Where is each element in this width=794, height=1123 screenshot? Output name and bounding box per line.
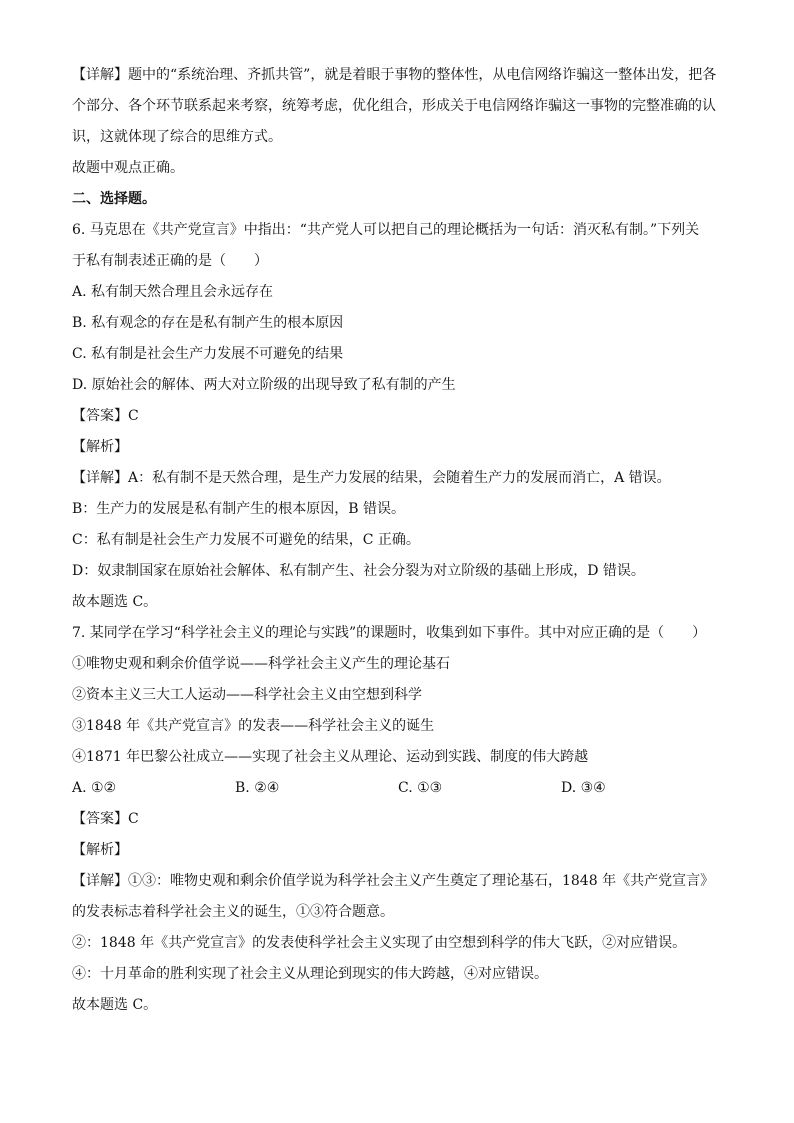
q6-analysis-label: 【解析】 (72, 439, 128, 455)
q7-item: ②资本主义三大工人运动——科学社会主义由空想到科学 (72, 687, 422, 703)
detail-line: 【详解】题中的“系统治理、齐抓共管”，就是着眼于事物的整体性，从电信网络诈骗这一整体出发，把各 (72, 67, 717, 83)
q6-option-c: C. 私有制是社会生产力发展不可避免的结果 (72, 346, 344, 362)
q6-answer: 【答案】C (72, 408, 139, 424)
q7-choice-d: D. ③④ (561, 780, 606, 796)
q6-detail-line: C：私有制是社会生产力发展不可避免的结果，C 正确。 (72, 532, 420, 548)
section-heading: 二、选择题。 (72, 191, 156, 207)
q7-choice-b: B. ②④ (235, 780, 280, 796)
q6-detail-line: 【详解】A：私有制不是天然合理，是生产力发展的结果，会随着生产力的发展而消亡，A 错误。 (72, 470, 671, 486)
detail-line: 个部分、各个环节联系起来考察，统筹考虑，优化组合，形成关于电信网络诈骗这一事物的完整准确的认 (72, 98, 716, 114)
q7-detail-line: ②：1848 年《共产党宣言》的发表使科学社会主义实现了由空想到科学的伟大飞跃，②对应错误。 (72, 935, 687, 951)
q7-answer: 【答案】C (72, 811, 139, 827)
q7-detail-line: ④：十月革命的胜利实现了社会主义从理论到现实的伟大跨越，④对应错误。 (72, 966, 548, 982)
conclusion-line: 故题中观点正确。 (72, 160, 184, 176)
q6-detail-line: D：奴隶制国家在原始社会解体、私有制产生、社会分裂为对立阶级的基础上形成，D 错误。 (72, 563, 645, 579)
q6-detail-line: B：生产力的发展是私有制产生的根本原因，B 错误。 (72, 501, 406, 517)
q6-option-b: B. 私有观念的存在是私有制产生的根本原因 (72, 315, 344, 331)
q6-stem-line: 6. 马克思在《共产党宣言》中指出：“共产党人可以把自己的理论概括为一句话：消灭私有制。”下列关 (72, 222, 700, 238)
q7-choice-a: A. ①② (72, 780, 117, 796)
q7-choice-c: C. ①③ (398, 780, 443, 796)
q6-conclusion: 故本题选 C。 (72, 594, 158, 610)
q7-item: ④1871 年巴黎公社成立——实现了社会主义从理论、运动到实践、制度的伟大跨越 (72, 749, 589, 765)
q7-choices (72, 773, 724, 804)
document-page (72, 60, 724, 1021)
q7-stem: 7. 某同学在学习“科学社会主义的理论与实践”的课题时，收集到如下事件。其中对应正确的是（ ） (72, 625, 707, 641)
q7-detail-line: 【详解】①③：唯物史观和剩余价值学说为科学社会主义产生奠定了理论基石，1848 年《共产党宣言》 (72, 873, 715, 889)
detail-line: 识，这就体现了综合的思维方式。 (72, 129, 282, 145)
q7-detail-line: 的发表标志着科学社会主义的诞生，①③符合题意。 (72, 904, 394, 920)
q6-option-d: D. 原始社会的解体、两大对立阶级的出现导致了私有制的产生 (72, 377, 456, 393)
q7-item: ③1848 年《共产党宣言》的发表——科学社会主义的诞生 (72, 718, 435, 734)
q7-conclusion: 故本题选 C。 (72, 997, 158, 1013)
q7-item: ①唯物史观和剩余价值学说——科学社会主义产生的理论基石 (72, 656, 450, 672)
q7-analysis-label: 【解析】 (72, 842, 128, 858)
q6-stem-line: 于私有制表述正确的是（ ） (72, 253, 268, 269)
q6-option-a: A. 私有制天然合理且会永远存在 (72, 284, 274, 300)
